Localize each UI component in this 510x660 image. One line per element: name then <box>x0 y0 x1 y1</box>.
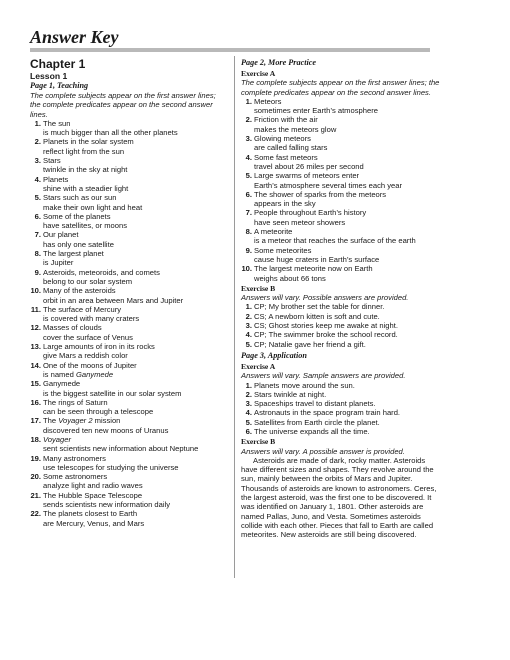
item-number: 14. <box>30 360 41 370</box>
list-item <box>241 208 441 227</box>
item-number: 2. <box>245 115 252 125</box>
predicate-answer: are Mercury, Venus, and Mars <box>43 518 145 528</box>
exercise-heading: Exercise B <box>241 283 276 293</box>
list-item <box>241 330 441 339</box>
predicate-answer: cause huge craters in Earth’s surface <box>254 254 380 264</box>
predicate-answer: have seen meteor showers <box>254 217 346 227</box>
item-number: 6. <box>34 211 41 221</box>
instructions: The complete subjects appear on the first answer lines; the complete predicates appear on the second answer lines. <box>30 91 216 119</box>
subject-answer: Planets <box>43 174 69 184</box>
list-item <box>241 399 441 408</box>
predicate-answer: makes the meteors glow <box>254 124 337 134</box>
predicate-answer: orbit in an area between Mars and Jupiter <box>43 295 184 305</box>
predicate-answer: is the biggest satellite in our solar system <box>43 388 182 398</box>
subject-answer: Meteors <box>254 96 282 106</box>
item-number: 1. <box>34 118 41 128</box>
item-number: 13. <box>30 342 41 352</box>
left-column <box>30 56 226 528</box>
subject-answer: Stars <box>43 156 61 166</box>
list-item <box>30 212 226 231</box>
item-number: 2. <box>34 137 41 147</box>
answer-text: CS; A newborn kitten is soft and cute. <box>254 311 380 321</box>
title-rule <box>30 48 430 52</box>
subject-answer: The largest planet <box>43 249 104 259</box>
subject-answer: The shower of sparks from the meteors <box>254 189 387 199</box>
subject-answer: Some astronomers <box>43 472 108 482</box>
item-number: 10. <box>30 286 41 296</box>
subject-answer: Some fast meteors <box>254 152 318 162</box>
list-item <box>30 249 226 268</box>
list-item <box>241 190 441 209</box>
list-item <box>30 472 226 491</box>
predicate-answer: can be seen through a telescope <box>43 407 154 417</box>
list-item <box>241 227 441 246</box>
list-item <box>30 156 226 175</box>
item-number: 20. <box>30 472 41 482</box>
subject-answer: The sun <box>43 118 71 128</box>
predicate-answer: have satellites, or moons <box>43 221 127 231</box>
item-number: 7. <box>34 230 41 240</box>
page-title: Answer Key <box>30 27 119 47</box>
item-number: 6. <box>245 426 252 436</box>
item-number: 4. <box>245 330 252 340</box>
list-item <box>241 408 441 417</box>
italic-name: Voyager 2 <box>58 416 93 426</box>
predicate-answer: are called falling stars <box>254 143 328 153</box>
list-item <box>30 361 226 380</box>
item-number: 6. <box>245 189 252 199</box>
subject-answer: Stars such as our sun <box>43 193 117 203</box>
instructions: Answers will vary. Possible answers are provided. <box>241 293 409 303</box>
answer-text: The universe expands all the time. <box>254 426 370 436</box>
subject-answer: Glowing meteors <box>254 134 311 144</box>
answer-text: Stars twinkle at night. <box>254 389 327 399</box>
predicate-answer: has only one satellite <box>43 239 114 249</box>
list-item <box>241 264 441 283</box>
list-item <box>241 171 441 190</box>
item-number: 4. <box>245 408 252 418</box>
instructions: The complete subjects appear on the first answer lines; the complete predicates appear on the second answer lines. <box>241 78 440 97</box>
subject-answer: The largest meteorite now on Earth <box>254 264 373 274</box>
predicate-answer: sent scientists new information about Neptune <box>43 444 199 454</box>
answer-text: CS; Ghost stories keep me awake at night. <box>254 321 398 331</box>
list-item <box>241 390 441 399</box>
item-number: 5. <box>34 193 41 203</box>
predicate-answer <box>43 370 137 379</box>
italic-name: Ganymede <box>75 369 114 379</box>
item-number: 8. <box>34 249 41 259</box>
item-number: 17. <box>30 416 41 426</box>
list-item <box>241 134 441 153</box>
list-item <box>30 286 226 305</box>
predicate-answer: analyze light and radio waves <box>43 481 143 491</box>
predicate-answer: travel about 26 miles per second <box>254 161 364 171</box>
subject-answer: Large amounts of iron in its rocks <box>43 342 155 352</box>
subject-answer: Masses of clouds <box>43 323 102 333</box>
predicate-answer: is covered with many craters <box>43 314 140 324</box>
list-item <box>30 398 226 417</box>
predicate-answer: give Mars a reddish color <box>43 351 128 361</box>
item-number: 3. <box>245 134 252 144</box>
item-number: 1. <box>245 302 252 312</box>
list-item <box>241 153 441 172</box>
subject-answer: Some meteorites <box>254 245 312 255</box>
item-number: 22. <box>30 509 41 519</box>
predicate-answer: appears in the sky <box>254 199 316 209</box>
item-number: 7. <box>245 208 252 218</box>
answer-text: Astronauts in the space program train hard. <box>254 408 401 418</box>
list-item <box>30 509 226 528</box>
item-number: 1. <box>245 380 252 390</box>
list-item <box>241 97 441 116</box>
list-item <box>241 302 441 311</box>
list-item <box>30 268 226 287</box>
list-item <box>30 175 226 194</box>
answer-text: Planets move around the sun. <box>254 380 355 390</box>
predicate-answer: is a meteor that reaches the surface of the earth <box>254 236 416 246</box>
instructions: Answers will vary. A possible answer is provided. <box>241 446 405 456</box>
subject-answer: Many of the asteroids <box>43 286 116 296</box>
predicate-answer: discovered ten new moons of Uranus <box>43 425 169 435</box>
list-item <box>30 193 226 212</box>
list-item <box>30 416 226 435</box>
item-number: 3. <box>245 321 252 331</box>
subject-answer: Some of the planets <box>43 211 111 221</box>
subject-answer: The rings of Saturn <box>43 397 108 407</box>
predicate-answer: twinkle in the sky at night <box>43 165 128 175</box>
exercise-heading: Exercise A <box>241 69 276 78</box>
subject-answer: The planets closest to Earth <box>43 509 138 519</box>
predicate-prefix: is named <box>43 369 76 379</box>
subject-answer: Planets in the solar system <box>43 137 134 147</box>
item-number: 15. <box>30 379 41 389</box>
chapter-heading: Chapter 1 <box>30 57 86 71</box>
predicate-answer: sometimes enter Earth’s atmosphere <box>254 106 378 116</box>
list-item <box>30 342 226 361</box>
list-item <box>241 340 441 349</box>
list-item <box>241 381 441 390</box>
subject-answer: People throughout Earth’s history <box>254 208 367 218</box>
predicate-answer: is Jupiter <box>43 258 74 268</box>
subject-answer: Asteroids, meteoroids, and comets <box>43 267 160 277</box>
item-number: 21. <box>30 490 41 500</box>
list-item <box>30 435 226 454</box>
subject-answer: A meteorite <box>254 227 293 237</box>
item-number: 19. <box>30 453 41 463</box>
item-number: 5. <box>245 339 252 349</box>
predicate-answer: Earth’s atmosphere several times each year <box>254 180 403 190</box>
list-item <box>30 454 226 473</box>
item-number: 5. <box>245 171 252 181</box>
column-divider <box>234 56 235 578</box>
item-number: 5. <box>245 417 252 427</box>
item-number: 9. <box>34 267 41 277</box>
list-item <box>241 246 441 265</box>
subject-answer: One of the moons of Jupiter <box>43 360 137 370</box>
subject-answer: Voyager <box>43 434 72 444</box>
subject-answer: Our planet <box>43 230 79 240</box>
item-number: 4. <box>245 152 252 162</box>
list-item <box>241 115 441 134</box>
predicate-answer: weighs about 66 tons <box>254 273 326 283</box>
predicate-answer: belong to our solar system <box>43 276 133 286</box>
item-number: 3. <box>245 399 252 409</box>
list-item <box>30 491 226 510</box>
item-number: 18. <box>30 434 41 444</box>
item-number: 2. <box>245 389 252 399</box>
predicate-answer: sends scientists new information daily <box>43 500 171 510</box>
instructions: Answers will vary. Sample answers are provided. <box>241 371 406 381</box>
item-number: 8. <box>245 227 252 237</box>
exercise-heading: Exercise A <box>241 361 276 371</box>
predicate-answer: make their own light and heat <box>43 202 143 212</box>
list-item <box>30 137 226 156</box>
item-number: 10. <box>241 264 252 274</box>
item-number: 2. <box>245 311 252 321</box>
predicate-answer: reflect light from the sun <box>43 146 125 156</box>
subject-answer: Friction with the air <box>254 115 318 125</box>
predicate-answer: cover the surface of Venus <box>43 332 133 342</box>
item-number: 16. <box>30 397 41 407</box>
lesson-heading: Lesson 1 <box>30 71 68 81</box>
list-item <box>30 119 226 138</box>
answer-text: Spaceships travel to distant planets. <box>254 399 376 409</box>
answer-text: CP; My brother set the table for dinner. <box>254 302 385 312</box>
subject-answer: The surface of Mercury <box>43 304 122 314</box>
list-item <box>30 379 226 398</box>
predicate-answer: use telescopes for studying the universe <box>43 462 179 472</box>
subject-answer: Ganymede <box>43 379 81 389</box>
section-heading-page-2: Page 2, More Practice <box>241 58 317 67</box>
subject-answer: Large swarms of meteors enter <box>254 171 360 181</box>
answer-text: CP; Natalie gave her friend a gift. <box>254 339 366 349</box>
item-number: 1. <box>245 96 252 106</box>
subject-answer: Many astronomers <box>43 453 106 463</box>
item-number: 3. <box>34 156 41 166</box>
item-number: 12. <box>30 323 41 333</box>
list-item <box>241 312 441 321</box>
subject-answer: The Hubble Space Telescope <box>43 490 143 500</box>
item-number: 11. <box>30 304 41 314</box>
list-item <box>30 305 226 324</box>
item-number: 9. <box>245 245 252 255</box>
list-item <box>241 427 441 436</box>
exercise-heading: Exercise B <box>241 437 276 447</box>
list-item <box>30 230 226 249</box>
predicate-answer: shine with a steadier light <box>43 183 129 193</box>
subject-answer <box>43 416 168 425</box>
section-heading-page-1: Page 1, Teaching <box>30 81 89 90</box>
section-heading-page-3: Page 3, Application <box>241 350 307 360</box>
list-item <box>241 321 441 330</box>
answer-text: Satellites from Earth circle the planet. <box>254 417 380 427</box>
list-item <box>30 323 226 342</box>
right-column <box>241 56 441 540</box>
sample-paragraph: Asteroids are made of dark, rocky matter. Asteroids have different sizes and shapes. They revolve around the sun, mainly between the orbits of Mars and Jupiter. Thousands of asteroids are known to astronomers. Ceres, the largest asteroid, was the first one to be discovered. It was identified on January 1, 1801. Other asteroids are named Pallas, Juno, and Vesta. Sometimes asteroids collide with each other. Pieces that fall to Earth are called meteorites. New asteroids are still being discovered. <box>241 455 437 540</box>
list-item <box>241 418 441 427</box>
answer-text: CP; The swimmer broke the school record. <box>254 330 398 340</box>
subject-prefix: The <box>43 416 59 426</box>
predicate-answer: is much bigger than all the other planets <box>43 128 178 138</box>
item-number: 4. <box>34 174 41 184</box>
subject-suffix: mission <box>92 416 121 426</box>
